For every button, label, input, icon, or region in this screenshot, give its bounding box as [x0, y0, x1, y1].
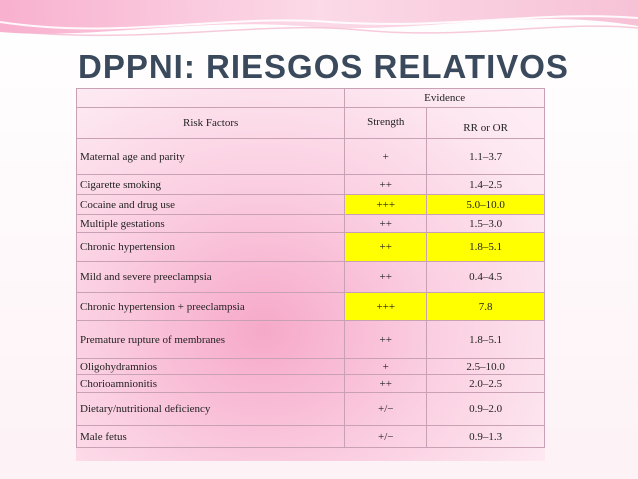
header-evidence: Evidence — [345, 89, 545, 108]
strength-cell: ++ — [345, 215, 427, 233]
risk-factor-cell: Maternal age and parity — [77, 139, 345, 175]
table-row — [77, 359, 545, 375]
strength-cell: ++ — [345, 233, 427, 262]
header-row-evidence — [77, 89, 545, 108]
rr-or-cell: 1.1–3.7 — [427, 139, 545, 175]
header-strength: Strength — [345, 108, 427, 139]
rr-or-cell: 5.0–10.0 — [427, 195, 545, 215]
risk-factor-cell: Chronic hypertension — [77, 233, 345, 262]
strength-cell: ++ — [345, 321, 427, 359]
strength-cell: ++ — [345, 262, 427, 293]
header-rr-or: RR or OR — [427, 108, 545, 139]
risk-factor-cell: Dietary/nutritional deficiency — [77, 393, 345, 426]
table-row — [77, 139, 545, 175]
risk-factors-table — [76, 88, 545, 448]
page-title: DPPNI: RIESGOS RELATIVOS — [78, 48, 569, 85]
strength-cell: +/− — [345, 393, 427, 426]
risk-factor-cell: Multiple gestations — [77, 215, 345, 233]
rr-or-cell: 1.5–3.0 — [427, 215, 545, 233]
rr-or-cell: 1.4–2.5 — [427, 175, 545, 195]
risk-factor-cell: Mild and severe preeclampsia — [77, 262, 345, 293]
strength-cell: + — [345, 139, 427, 175]
risk-factor-cell: Male fetus — [77, 426, 345, 448]
strength-cell: +/− — [345, 426, 427, 448]
table-row — [77, 175, 545, 195]
header-empty-cell — [77, 89, 345, 108]
table-row — [77, 426, 545, 448]
rr-or-cell: 0.9–1.3 — [427, 426, 545, 448]
table-row — [77, 195, 545, 215]
table-row — [77, 233, 545, 262]
table-row — [77, 215, 545, 233]
risk-factor-cell: Cigarette smoking — [77, 175, 345, 195]
table-row — [77, 393, 545, 426]
strength-cell: ++ — [345, 375, 427, 393]
strength-cell: ++ — [345, 175, 427, 195]
rr-or-cell: 2.0–2.5 — [427, 375, 545, 393]
table-row — [77, 262, 545, 293]
strength-cell: + — [345, 359, 427, 375]
rr-or-cell: 0.9–2.0 — [427, 393, 545, 426]
rr-or-cell: 1.8–5.1 — [427, 321, 545, 359]
risk-factor-cell: Chronic hypertension + preeclampsia — [77, 293, 345, 321]
rr-or-cell: 1.8–5.1 — [427, 233, 545, 262]
table-row — [77, 375, 545, 393]
strength-cell: +++ — [345, 195, 427, 215]
risk-factor-cell: Chorioamnionitis — [77, 375, 345, 393]
rr-or-cell: 7.8 — [427, 293, 545, 321]
strength-cell: +++ — [345, 293, 427, 321]
rr-or-cell: 2.5–10.0 — [427, 359, 545, 375]
header-row-columns — [77, 108, 545, 139]
table-row — [77, 321, 545, 359]
risk-factor-cell: Oligohydramnios — [77, 359, 345, 375]
risk-factor-cell: Cocaine and drug use — [77, 195, 345, 215]
risk-factor-cell: Premature rupture of membranes — [77, 321, 345, 359]
header-risk-factors: Risk Factors — [77, 108, 345, 139]
table-row — [77, 293, 545, 321]
rr-or-cell: 0.4–4.5 — [427, 262, 545, 293]
